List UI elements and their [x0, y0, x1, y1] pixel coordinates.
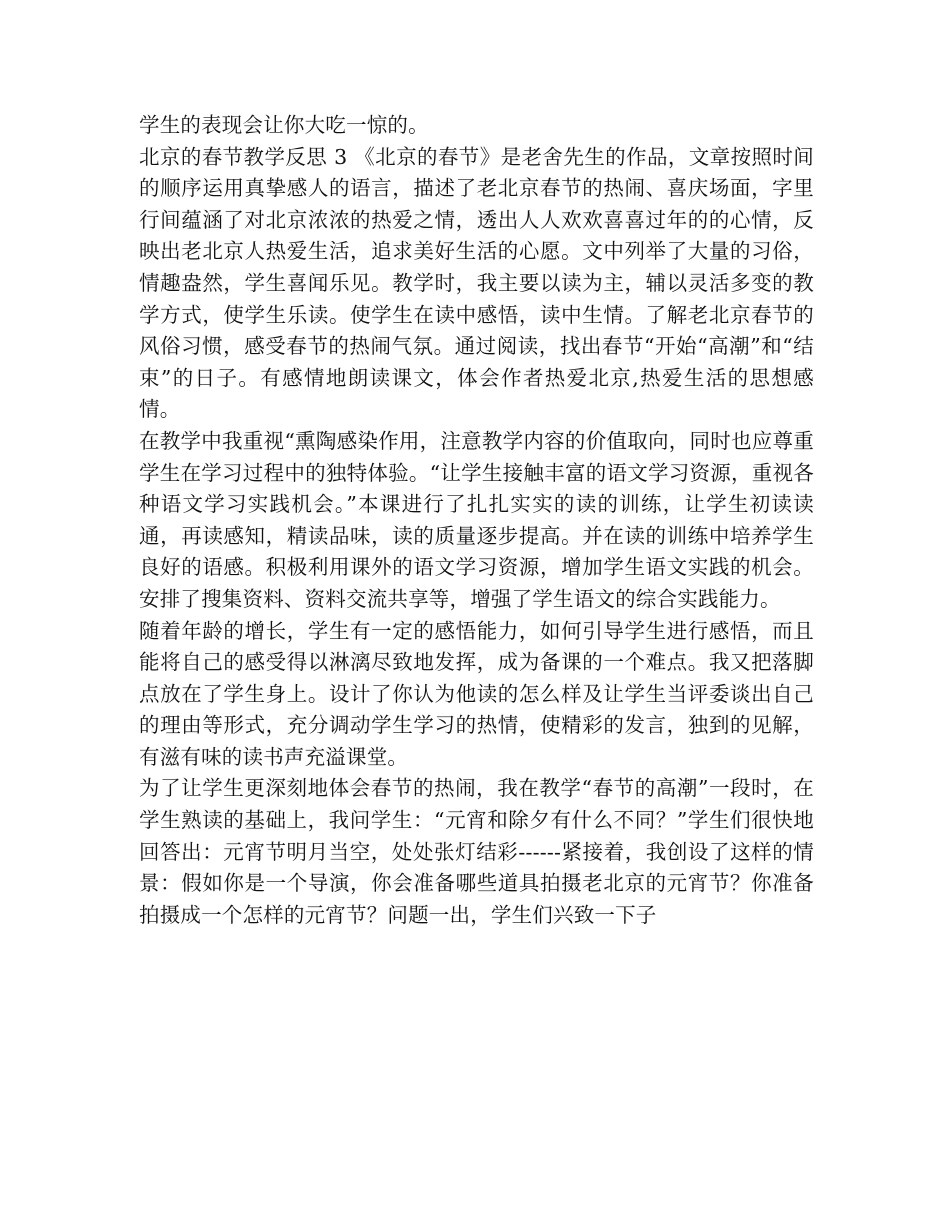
paragraph-3: 在教学中我重视“熏陶感染作用，注意教学内容的价值取向，同时也应尊重学生在学习过程中的独特体验。“让学生接触丰富的语文学习资源，重视各种语文学习实践机会。”本课进行了扎扎实实的读的训练，让学生初读读通，再读感知，精读品味，读的质量逐步提高。并在读的训练中培养学生良好的语感。积极利用课外的语文学习资源，增加学生语文实践的机会。安排了搜集资料、资料交流共享等，增强了学生语文的综合实践能力。 — [139, 428, 814, 611]
paragraph-2: 北京的春节教学反思 3 《北京的春节》是老舍先生的作品，文章按照时间的顺序运用真挚感人的语言，描述了老北京春节的热闹、喜庆场面，字里行间蕴涵了对北京浓浓的热爱之情，透出人人欢欢喜喜过年的的心情，反映出老北京人热爱生活，追求美好生活的心愿。文中列举了大量的习俗，情趣盎然，学生喜闻乐见。教学时，我主要以读为主，辅以灵活多变的教学方式，使学生乐读。使学生在读中感悟，读中生情。了解老北京春节的风俗习惯，感受春节的热闹气氛。通过阅读，找出春节“开始“高潮”和“结束”的日子。有感情地朗读课文，体会作者热爱北京,热爱生活的思想感情。 — [139, 144, 814, 422]
paragraph-5: 为了让学生更深刻地体会春节的热闹，我在教学“春节的高潮”一段时，在学生熟读的基础上，我问学生：“元宵和除夕有什么不同？”学生们很快地回答出：元宵节明月当空，处处张灯结彩------紧接着，我创设了这样的情景：假如你是一个导演，你会准备哪些道具拍摄老北京的元宵节？你准备拍摄成一个怎样的元宵节？问题一出，学生们兴致一下子 — [139, 776, 814, 927]
document-page — [139, 110, 814, 931]
paragraph-4: 随着年龄的增长，学生有一定的感悟能力，如何引导学生进行感悟，而且能将自己的感受得以淋漓尽致地发挥，成为备课的一个难点。我又把落脚点放在了学生身上。设计了你认为他读的怎么样及让学生当评委谈出自己的理由等形式，充分调动学生学习的热情，使精彩的发言，独到的见解，有滋有味的读书声充溢课堂。 — [139, 618, 814, 769]
paragraph-1: 学生的表现会让你大吃一惊的。 — [139, 113, 429, 137]
